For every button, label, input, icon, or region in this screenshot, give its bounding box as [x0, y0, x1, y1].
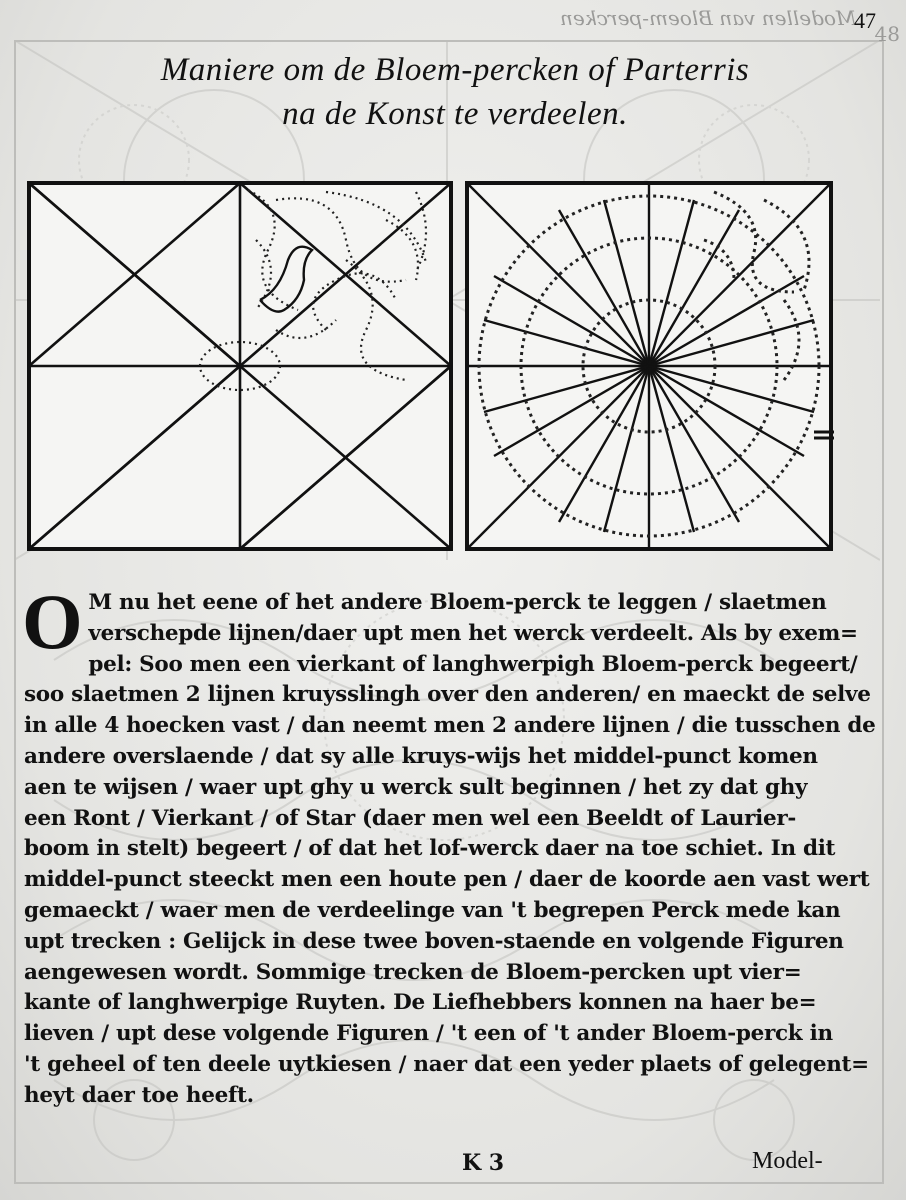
text-line: soo slaetmen 2 lijnen kruysslingh over den anderen/ en maeckt de selve — [24, 682, 871, 708]
text-line: in alle 4 hoecken vast / dan neemt men 2 andere lijnen / die tusschen de — [24, 713, 876, 739]
text-line: boom in stelt) begeert / of dat het lof-werck daer na toe schiet. In dit — [24, 836, 836, 862]
text-line: aen te wijsen / waer upt ghy u werck sult beginnen / het zy dat ghy — [24, 774, 808, 800]
signature-mark: K 3 — [462, 1150, 505, 1176]
text-line: andere overslaende / dat sy alle kruys-wijs het middel-punct komen — [24, 743, 818, 769]
body-text — [22, 578, 876, 1112]
text-line: gemaeckt / waer men de verdeelinge van 't begrepen Perck mede kan — [24, 897, 841, 923]
text-line: heyt daer toe heeft. — [24, 1082, 254, 1108]
text-line: pel: Soo men een vierkant of langhwerpigh Bloem-perck begeert/ — [88, 651, 858, 677]
text-line: upt trecken : Gelijck in dese twee boven-staende en volgende Figuren — [24, 928, 844, 954]
bleed-through-page-number: 48 — [874, 22, 900, 46]
bleed-through-running-head: Modellen van Bloem-percken — [560, 6, 857, 30]
text-line: M nu het eene of het andere Bloem-perck te leggen / slaetmen — [88, 590, 827, 615]
text-line: lieven / upt dese volgende Figuren / 't een of 't ander Bloem-perck in — [24, 1021, 833, 1047]
title-line-1: Maniere om de Bloem-percken of Parterris — [160, 52, 750, 88]
text-line: verschepde lijnen/daer upt men het werck verdeelt. Als by exem= — [88, 620, 858, 646]
page-number: 47 — [854, 8, 876, 33]
page-title — [60, 48, 850, 136]
text-line: kante of langhwerpige Ruyten. De Liefhebbers konnen na haer be= — [24, 990, 817, 1016]
text-line: middel-punct steeckt men een houte pen / daer de koorde aen vast wert — [24, 867, 870, 893]
parterre-division-figure-right — [464, 180, 834, 552]
text-line: 't geheel of ten deele uytkiesen / naer dat een yeder plaets of gelegent= — [24, 1051, 869, 1077]
title-line-2: na de Konst te verdeelen. — [282, 96, 628, 132]
text-line: een Ront / Vierkant / of Star (daer men wel een Beeldt of Laurier- — [24, 805, 797, 831]
parterre-division-figure-left — [26, 180, 454, 552]
drop-cap: O — [22, 578, 83, 665]
text-line: aengewesen wordt. Sommige trecken de Bloem-percken upt vier= — [24, 959, 802, 985]
catchword: Model- — [752, 1148, 823, 1174]
